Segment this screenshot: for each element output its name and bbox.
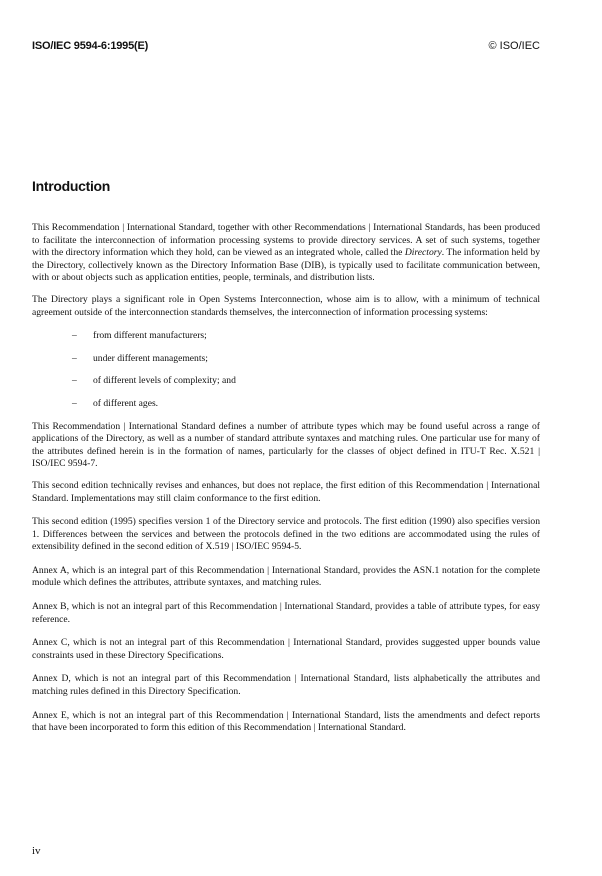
list-dash: – <box>72 397 77 409</box>
list-item-text: from different manufacturers; <box>93 330 207 342</box>
paragraph-1-part-b: . The information held by the Directory, collectively known as the Directory Information Base (DIB), is typically used to facilitate communication between, with or about objects such as application entities, people, terminals, and distribution lists. <box>32 247 540 284</box>
list-dash: – <box>72 352 77 364</box>
list-item-text: of different levels of complexity; and <box>93 375 236 387</box>
paragraph-10: Annex E, which is not an integral part of this Recommendation | International Standard, lists the amendments and defect reports that have been incorporated to form this edition of this Recommendation | International Standard. <box>32 709 540 734</box>
list-dash: – <box>72 375 77 387</box>
list-item <box>32 398 540 411</box>
paragraph-6: Annex A, which is an integral part of this Recommendation | International Standard, provides the ASN.1 notation for the complete module which defines the attributes, attribute syntaxes, and matching rules. <box>32 564 540 589</box>
section-title: Introduction <box>32 178 111 194</box>
paragraph-4: This second edition technically revises and enhances, but does not replace, the first edition of this Recommendation | International Standard. Implementations may still claim conformance to the first edition. <box>32 479 540 504</box>
paragraph-1-part-a: This Recommendation | International Standard, together with other Recommendations | International Standards, has been produced to facilitate the interconnection of information processing systems to provide directory services. A set of such systems, together with the directory information which they hold, can be viewed as an integrated whole, called the <box>32 222 540 259</box>
directory-term: Directory <box>404 247 442 259</box>
paragraph-3: This Recommendation | International Standard defines a number of attribute types which may be found useful across a range of applications of the Directory, as well as a number of standard attribute syntaxes and matching rules. One particular use for many of the attributes defined herein is in the formation of names, particularly for the classes of object defined in ITU-T Rec. X.521 | ISO/IEC 9594-7. <box>32 420 540 470</box>
document-body <box>32 222 540 746</box>
systems-list <box>32 330 540 410</box>
list-dash: – <box>72 330 77 342</box>
list-item <box>32 330 540 343</box>
page-number: iv <box>32 845 41 857</box>
paragraph-7: Annex B, which is not an integral part of this Recommendation | International Standard, provides a table of attribute types, for easy reference. <box>32 601 540 625</box>
copyright-notice: © ISO/IEC <box>488 40 540 52</box>
list-item <box>32 375 540 388</box>
list-item-text: of different ages. <box>93 397 159 409</box>
paragraph-9: Annex D, which is not an integral part of this Recommendation | International Standard, lists alphabetically the attributes and matching rules defined in this Directory Specification. <box>32 673 540 698</box>
paragraph-8: Annex C, which is not an integral part of this Recommendation | International Standard, provides suggested upper bounds value constraints used in these Directory Specifications. <box>32 637 540 661</box>
list-item-text: under different managements; <box>93 352 208 364</box>
paragraph-2: The Directory plays a significant role in Open Systems Interconnection, whose aim is to allow, with a minimum of technical agreement outside of the interconnection standards themselves, the interconnection of information processing systems: <box>32 293 540 318</box>
list-item <box>32 353 540 366</box>
paragraph-1 <box>32 222 540 285</box>
paragraph-5: This second edition (1995) specifies version 1 of the Directory service and protocols. The first edition (1990) also specifies version 1. Differences between the services and between the protocols defined in the two editions are accommodated using the rules of extensibility defined in the second edition of X.519 | ISO/IEC 9594-5. <box>32 516 540 553</box>
document-id: ISO/IEC 9594-6:1995(E) <box>32 40 149 52</box>
